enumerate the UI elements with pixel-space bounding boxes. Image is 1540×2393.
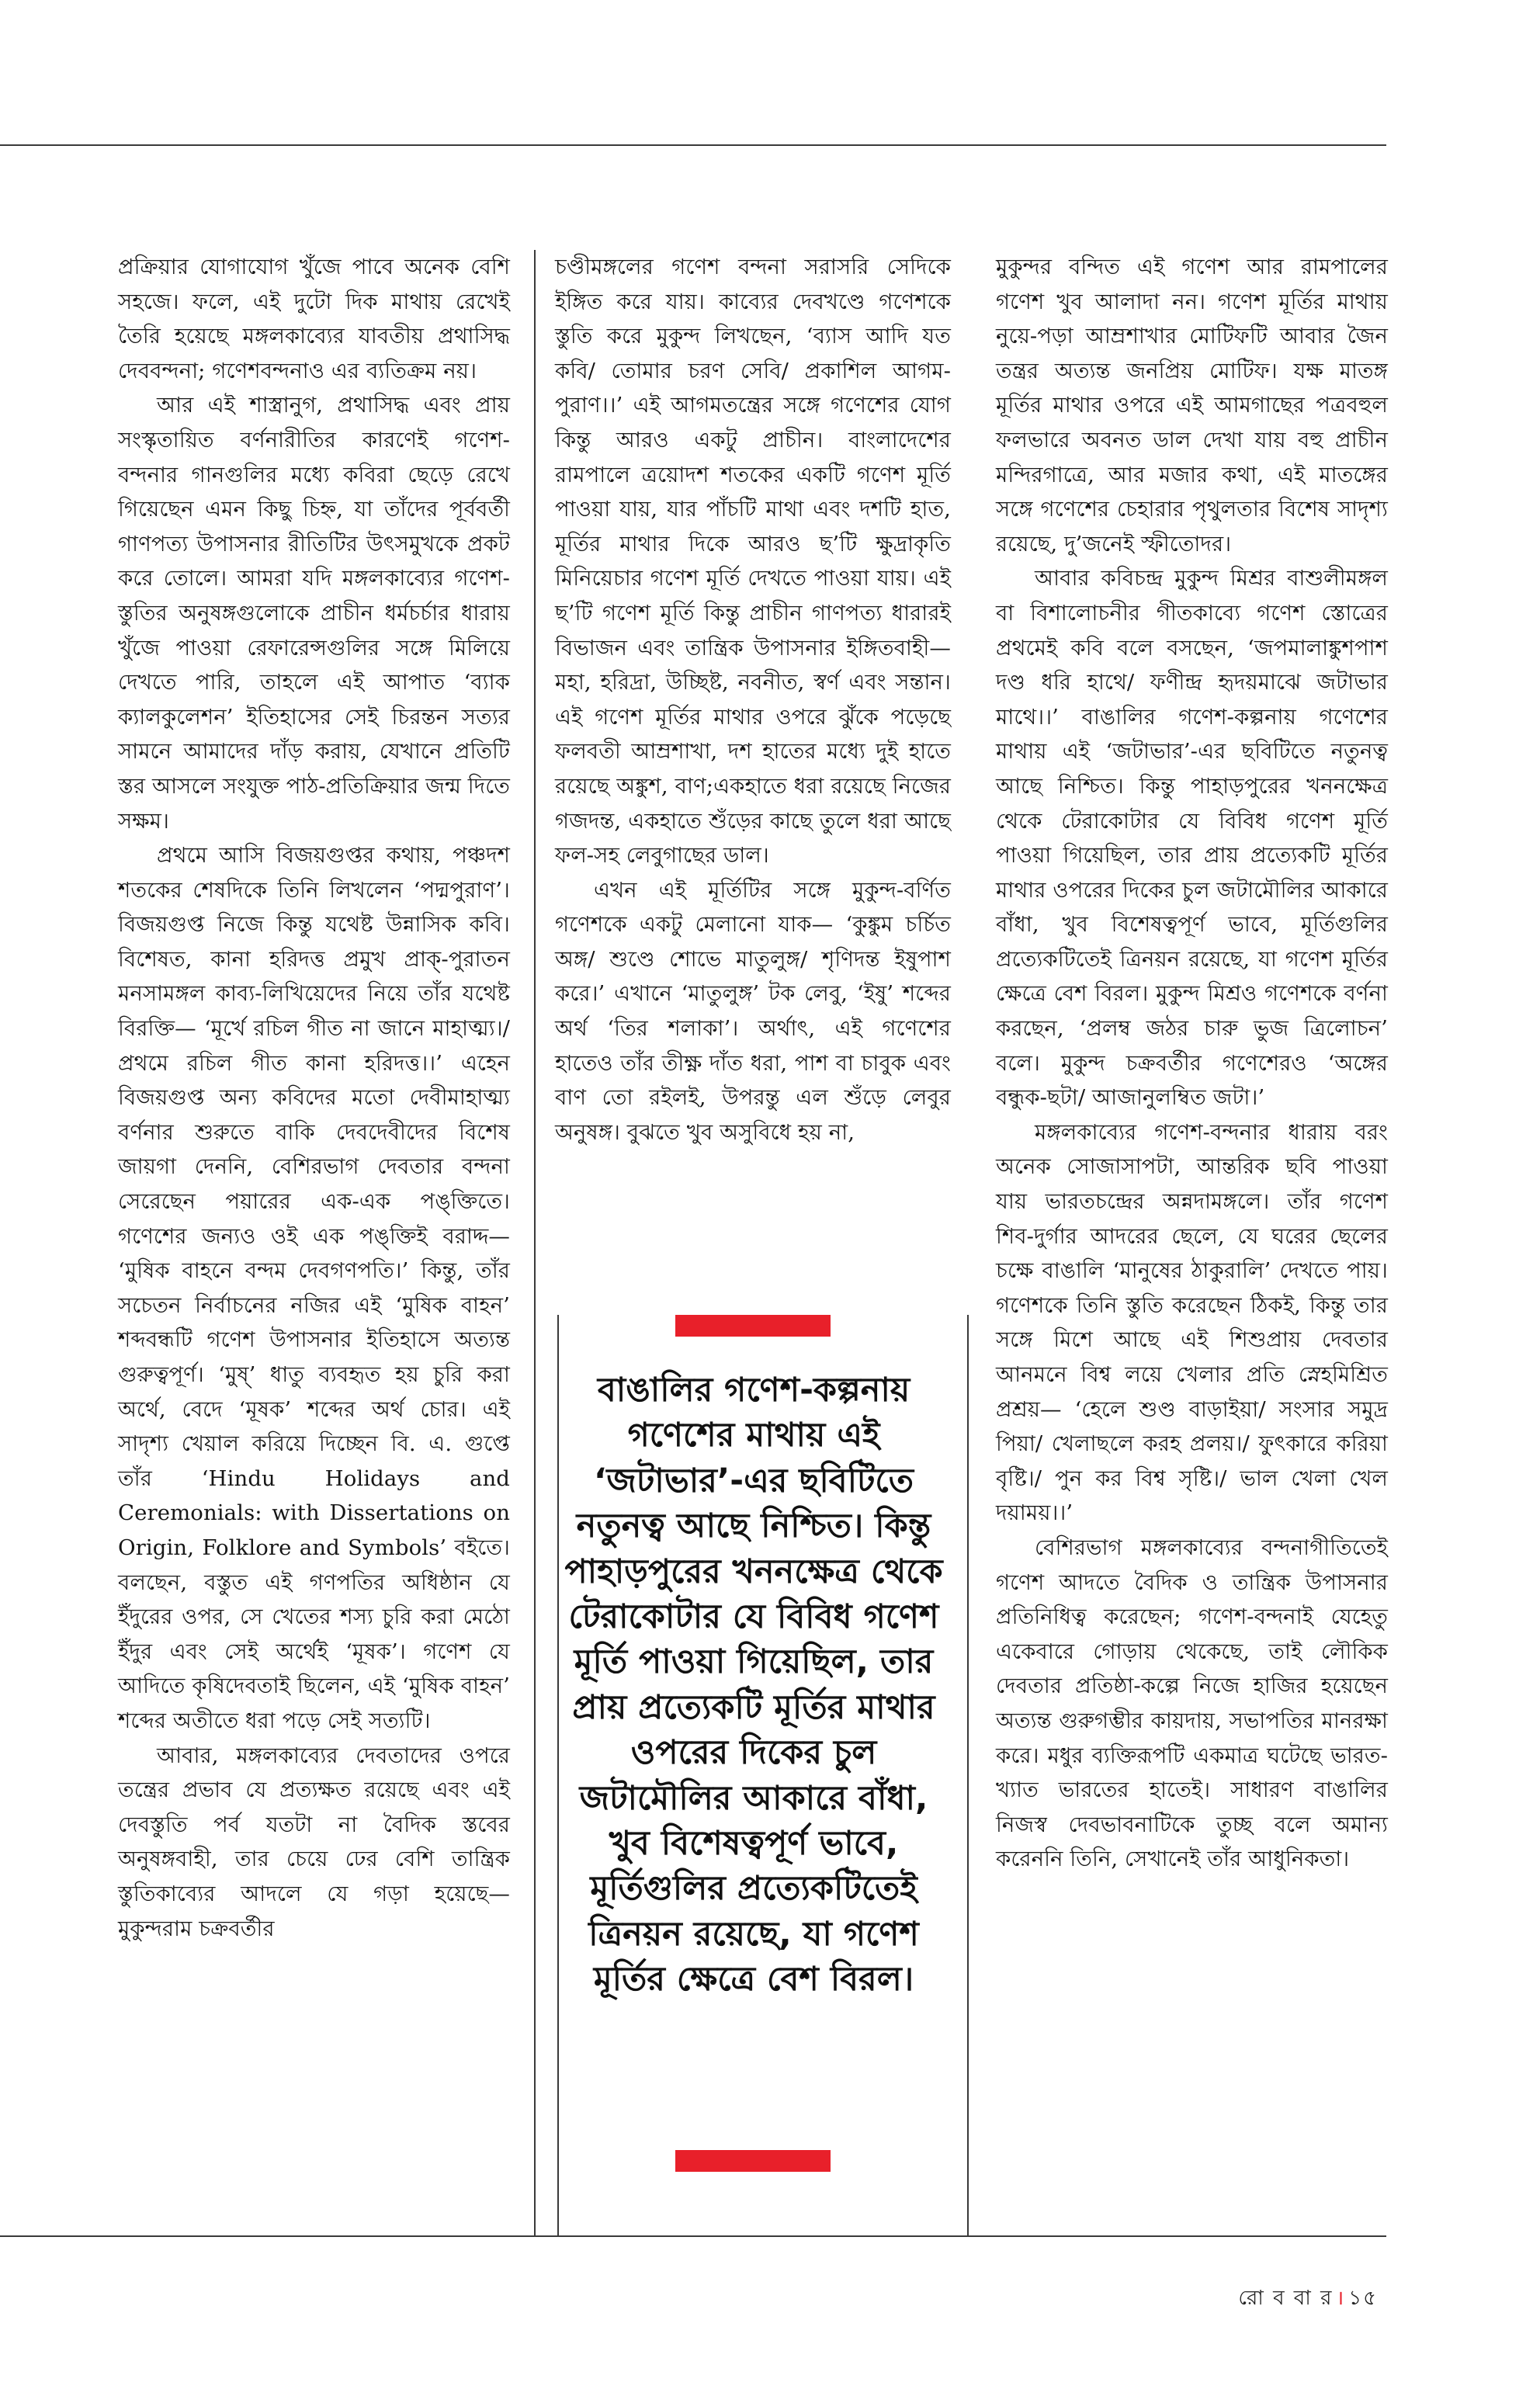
article-column-2 — [555, 250, 951, 1150]
magazine-name: রো ব বা র — [1238, 2287, 1334, 2310]
paragraph: প্রথমে আসি বিজয়গুপ্তর কথায়, পঞ্চদশ শতকের শেষদিকে তিনি লিখলেন ‘পদ্মপুরাণ’। বিজয়গুপ্ত নিজে কিন্তু যথেষ্ট উন্নাসিক কবি। বিশেষত, কানা হরিদত্ত প্রমুখ প্রাক্-পুরাতন মনসামঙ্গল কাব্য-লিখিয়েদের নিয়ে তাঁর যথেষ্ট বিরক্তি— ‘মূর্খে রচিল গীত না জানে মাহাত্ম্য।/ প্রথমে রচিল গীত কানা হরিদত্ত।।’ এহেন বিজয়গুপ্ত অন্য কবিদের মতো দেবীমাহাত্ম্য বর্ণনার শুরুতে বাকি দেবদেবীদের বিশেষ জায়গা দেননি, বেশিরভাগ দেবতার বন্দনা সেরেছেন পয়ারের এক-এক পঙ্‌ক্তিতে। গণেশের জন্যও ওই এক পঙ্‌ক্তিই বরাদ্দ— ‘মুষিক বাহনে বন্দম দেবগণপতি।’ কিন্তু, তাঁর সচেতন নির্বাচনের নজির এই ‘মুষিক বাহন’ শব্দবন্ধটি গণেশ উপাসনার ইতিহাসে অত্যন্ত গুরুত্বপূর্ণ। ‘মুষ্’ ধাতু ব্যবহৃত হয় চুরি করা অর্থে, বেদে ‘মূষক’ শব্দের অর্থ চোর। এই সাদৃশ্য খেয়াল করিয়ে দিচ্ছেন বি. এ. গুপ্তে তাঁর ‘Hindu Holidays and Ceremonials: with Dissertations on Origin, Folklore and Symbols’ বইতে। বলছেন, বস্তুত এই গণপতির অধিষ্ঠান যে ইঁদুরের ওপর, সে খেতের শস্য চুরি করা মেঠো ইঁদুর এবং সেই অর্থেই ‘মূষক’। গণেশ যে আদিতে কৃষিদেবতাই ছিলেন, এই ‘মুষিক বাহন’ শব্দের অতীতে ধরা পড়ে সেই সত্যটি। — [118, 843, 510, 1733]
bottom-rule — [0, 2235, 1386, 2237]
page-number: ১৫ — [1348, 2287, 1378, 2310]
paragraph: এখন এই মূর্তিটির সঙ্গে মুকুন্দ-বর্ণিত গণেশকে একটু মেলানো যাক— ‘কুঙ্কুম চর্চিত অঙ্গ/ শুণ্ডে শোভে মাতুলুঙ্গ/ শৃণিদন্ত ইষুপাশ করে।’ এখানে ‘মাতুলুঙ্গ’ টক লেবু, ‘ইষু’ শব্দের অর্থ ‘তির শলাকা’। অর্থাৎ, এই গণেশের হাতেও তাঁর তীক্ষ্ণ দাঁত ধরা, পাশ বা চাবুক এবং বাণ তো রইলই, উপরন্তু এল শুঁড়ে লেবুর অনুষঙ্গ। বুঝতে খুব অসুবিধে হয় না, — [555, 877, 951, 1145]
folio-separator: । — [1336, 2287, 1346, 2310]
article-column-1 — [118, 250, 510, 1946]
article-column-3 — [996, 250, 1388, 1877]
paragraph: আবার কবিচন্দ্র মুকুন্দ মিশ্রর বাশুলীমঙ্গল বা বিশালোচনীর গীতকাব্যে গণেশ স্তোত্রের প্রথমেই কবি বলে বসছেন, ‘জপমালাঙ্কুশপাশ দণ্ড ধরি হাথে/ ফণীন্দ্র হৃদয়মাঝে জটাভার মাথে।।’ বাঙালির গণেশ-কল্পনায় গণেশের মাথায় এই ‘জটাভার’-এর ছবিটিতে নতুনত্ব আছে নিশ্চিত। কিন্তু পাহাড়পুরের খননক্ষেত্র থেকে টেরাকোটার যে বিবিধ গণেশ মূর্তি পাওয়া গিয়েছিল, তার প্রায় প্রত্যেকটি মূর্তির মাথার ওপরের দিকের চুল জটামৌলির আকারে বাঁধা, খুব বিশেষত্বপূর্ণ ভাবে, মূর্তিগুলির প্রত্যেকটিতেই ত্রিনয়ন রয়েছে, যা গণেশ মূর্তির ক্ষেত্রে বেশ বিরল। মুকুন্দ মিশ্রও গণেশকে বর্ণনা করছেন, ‘প্রলম্ব জঠর চারু ভুজ ত্রিলোচন’ বলে। মুকুন্দ চক্রবর্তীর গণেশেরও ‘অঙ্গের বন্ধুক-ছটা/ আজানুলম্বিত জটা।’ — [996, 566, 1388, 1111]
paragraph: মঙ্গলকাব্যের গণেশ-বন্দনার ধারায় বরং অনেক সোজাসাপটা, আন্তরিক ছবি পাওয়া যায় ভারতচন্দ্রের অন্নদামঙ্গলে। তাঁর গণেশ শিব-দুর্গার আদরের ছেলে, যে ঘরের ছেলের চক্ষে বাঙালি ‘মানুষের ঠাকুরালি’ দেখতে পায়। গণেশকে তিনি স্তুতি করেছেন ঠিকই, কিন্তু তার সঙ্গে মিশে আছে এই শিশুপ্রায় দেবতার আনমনে বিশ্ব লয়ে খেলার প্রতি স্নেহমিশ্রিত প্রশ্রয়— ‘হেলে শুণ্ড বাড়াইয়া/ সংসার সমুদ্র পিয়া/ খেলাছলে করহ প্রলয়।/ ফুৎকারে করিয়া বৃষ্টি।/ পুন কর বিশ্ব সৃষ্টি।/ ভাল খেলা খেল দয়াময়।।’ — [996, 1119, 1388, 1526]
paragraph: আবার, মঙ্গলকাব্যের দেবতাদের ওপরে তন্ত্রের প্রভাব যে প্রত্যক্ষত রয়েছে এবং এই দেবস্তুতি পর্ব যতটা না বৈদিক স্তবের অনুষঙ্গবাহী, তার চেয়ে ঢের বেশি তান্ত্রিক স্তুতিকাব্যের আদলে যে গড়া হয়েছে— মুকুন্দরাম চক্রবর্তীর — [118, 1743, 510, 1941]
paragraph: মুকুন্দর বন্দিত এই গণেশ আর রামপালের গণেশ খুব আলাদা নন। গণেশ মূর্তির মাথায় নুয়ে-পড়া আম্রশাখার মোটিফটি আবার জৈন তন্ত্রর অত্যন্ত জনপ্রিয় মোটিফ। যক্ষ মাতঙ্গ মূর্তির মাথার ওপরে এই আমগাছের পত্রবহুল ফলভারে অবনত ডাল দেখা যায় বহু প্রাচীন মন্দিরগাত্রে, আর মজার কথা, এই মাতঙ্গের সঙ্গে গণেশের চেহারার পৃথুলতার বিশেষ সাদৃশ্য রয়েছে, দু’জনেই স্ফীতোদর। — [996, 255, 1388, 557]
pullquote-right-rule — [967, 1315, 969, 2235]
paragraph: আর এই শাস্ত্রানুগ, প্রথাসিদ্ধ এবং প্রায় সংস্কৃতায়িত বর্ণনারীতির কারণেই গণেশ-বন্দনার গানগুলির মধ্যে কবিরা ছেড়ে রেখে গিয়েছেন এমন কিছু চিহ্ন, যা তাঁদের পূর্ববর্তী গাণপত্য উপাসনার রীতিটির উৎসমুখকে প্রকট করে তোলে। আমরা যদি মঙ্গলকাব্যের গণেশ-স্তুতির অনুষঙ্গগুলোকে প্রাচীন ধর্মচর্চার ধারায় খুঁজে পাওয়া রেফারেন্সগুলির সঙ্গে মিলিয়ে দেখতে পারি, তাহলে এই আপাত ‘ব্যাক ক্যালকুলেশন’ ইতিহাসের সেই চিরন্তন সত্যর সামনে আমাদের দাঁড় করায়, যেখানে প্রতিটি স্তর আসলে সংযুক্ত পাঠ-প্রতিক্রিয়ার জন্ম দিতে সক্ষম। — [118, 393, 510, 834]
paragraph: চণ্ডীমঙ্গলের গণেশ বন্দনা সরাসরি সেদিকে ইঙ্গিত করে যায়। কাব্যের দেবখণ্ডে গণেশকে স্তুতি করে মুকুন্দ লিখছেন, ‘ব্যাস আদি যত কবি/ তোমার চরণ সেবি/ প্রকাশিল আগম-পুরাণ।।’ এই আগমতন্ত্রের সঙ্গে গণেশের যোগ কিন্তু আরও একটু প্রাচীন। বাংলাদেশের রামপালে ত্রয়োদশ শতকের একটি গণেশ মূর্তি পাওয়া যায়, যার পাঁচটি মাথা এবং দশটি হাত, মূর্তির মাথার দিকে আরও ছ’টি ক্ষুদ্রাকৃতি মিনিয়েচার গণেশ মূর্তি দেখতে পাওয়া যায়। এই ছ’টি গণেশ মূর্তি কিন্তু প্রাচীন গাণপত্য ধারারই বিভাজন এবং তান্ত্রিক উপাসনার ইঙ্গিতবাহী— মহা, হরিদ্রা, উচ্ছিষ্ট, নবনীত, স্বর্ণ এবং সন্তান। এই গণেশ মূর্তির মাথার ওপরে ঝুঁকে পড়েছে ফলবতী আম্রশাখা, দশ হাতের মধ্যে দুই হাতে রয়েছে অঙ্কুশ, বাণ;একহাতে ধরা রয়েছে নিজের গজদন্ত, একহাতে শুঁড়ের কাছে তুলে ধরা আছে ফল-সহ লেবুগাছের ডাল। — [555, 255, 951, 869]
top-rule — [0, 144, 1386, 146]
paragraph: বেশিরভাগ মঙ্গলকাব্যের বন্দনাগীতিতেই গণেশ আদতে বৈদিক ও তান্ত্রিক উপাসনার প্রতিনিধিত্ব করেছেন; গণেশ-বন্দনাই যেহেতু একেবারে গোড়ায় থেকেছে, তাই লৌকিক দেবতার প্রতিষ্ঠা-কল্পে নিজে হাজির হয়েছেন অত্যন্ত গুরুগম্ভীর কায়দায়, সভাপতির মানরক্ষা করে। মধুর ব্যক্তিরূপটি একমাত্র ঘটেছে ভারত-খ্যাত ভারতের হাতেই। সাধারণ বাঙালির নিজস্ব দেবভাবনাটিকে তুচ্ছ বলে অমান্য করেননি তিনি, সেখানেই তাঁর আধুনিকতা। — [996, 1535, 1388, 1872]
pull-quote — [557, 1315, 950, 2200]
pullquote-text: বাঙালির গণেশ-কল্পনায় গণেশের মাথায় এই ‘জটাভার’-এর ছবিটিতে নতুনত্ব আছে নিশ্চিত। কিন্তু পাহাড়পুরের খননক্ষেত্র থেকে টেরাকোটার যে বিবিধ গণেশ মূর্তি পাওয়া গিয়েছিল, তার প্রায় প্রত্যেকটি মূর্তির মাথার ওপরের দিকের চুল জটামৌলির আকারে বাঁধা, খুব বিশেষত্বপূর্ণ ভাবে, মূর্তিগুলির প্রত্যেকটিতেই ত্রিনয়ন রয়েছে, যা গণেশ মূর্তির ক্ষেত্রে বেশ বিরল। — [564, 1371, 943, 1999]
page-folio — [1238, 2282, 1378, 2316]
paragraph: প্রক্রিয়ার যোগাযোগ খুঁজে পাবে অনেক বেশি সহজে। ফলে, এই দুটো দিক মাথায় রেখেই তৈরি হয়েছে মঙ্গলকাব্যের যাবতীয় প্রথাসিদ্ধ দেববন্দনা; গণেশবন্দনাও এর ব্যতিক্রম নয়। — [118, 255, 510, 383]
pullquote-top-bar — [675, 1315, 831, 1337]
column-divider — [534, 250, 536, 2235]
pullquote-bottom-bar — [675, 2150, 831, 2172]
